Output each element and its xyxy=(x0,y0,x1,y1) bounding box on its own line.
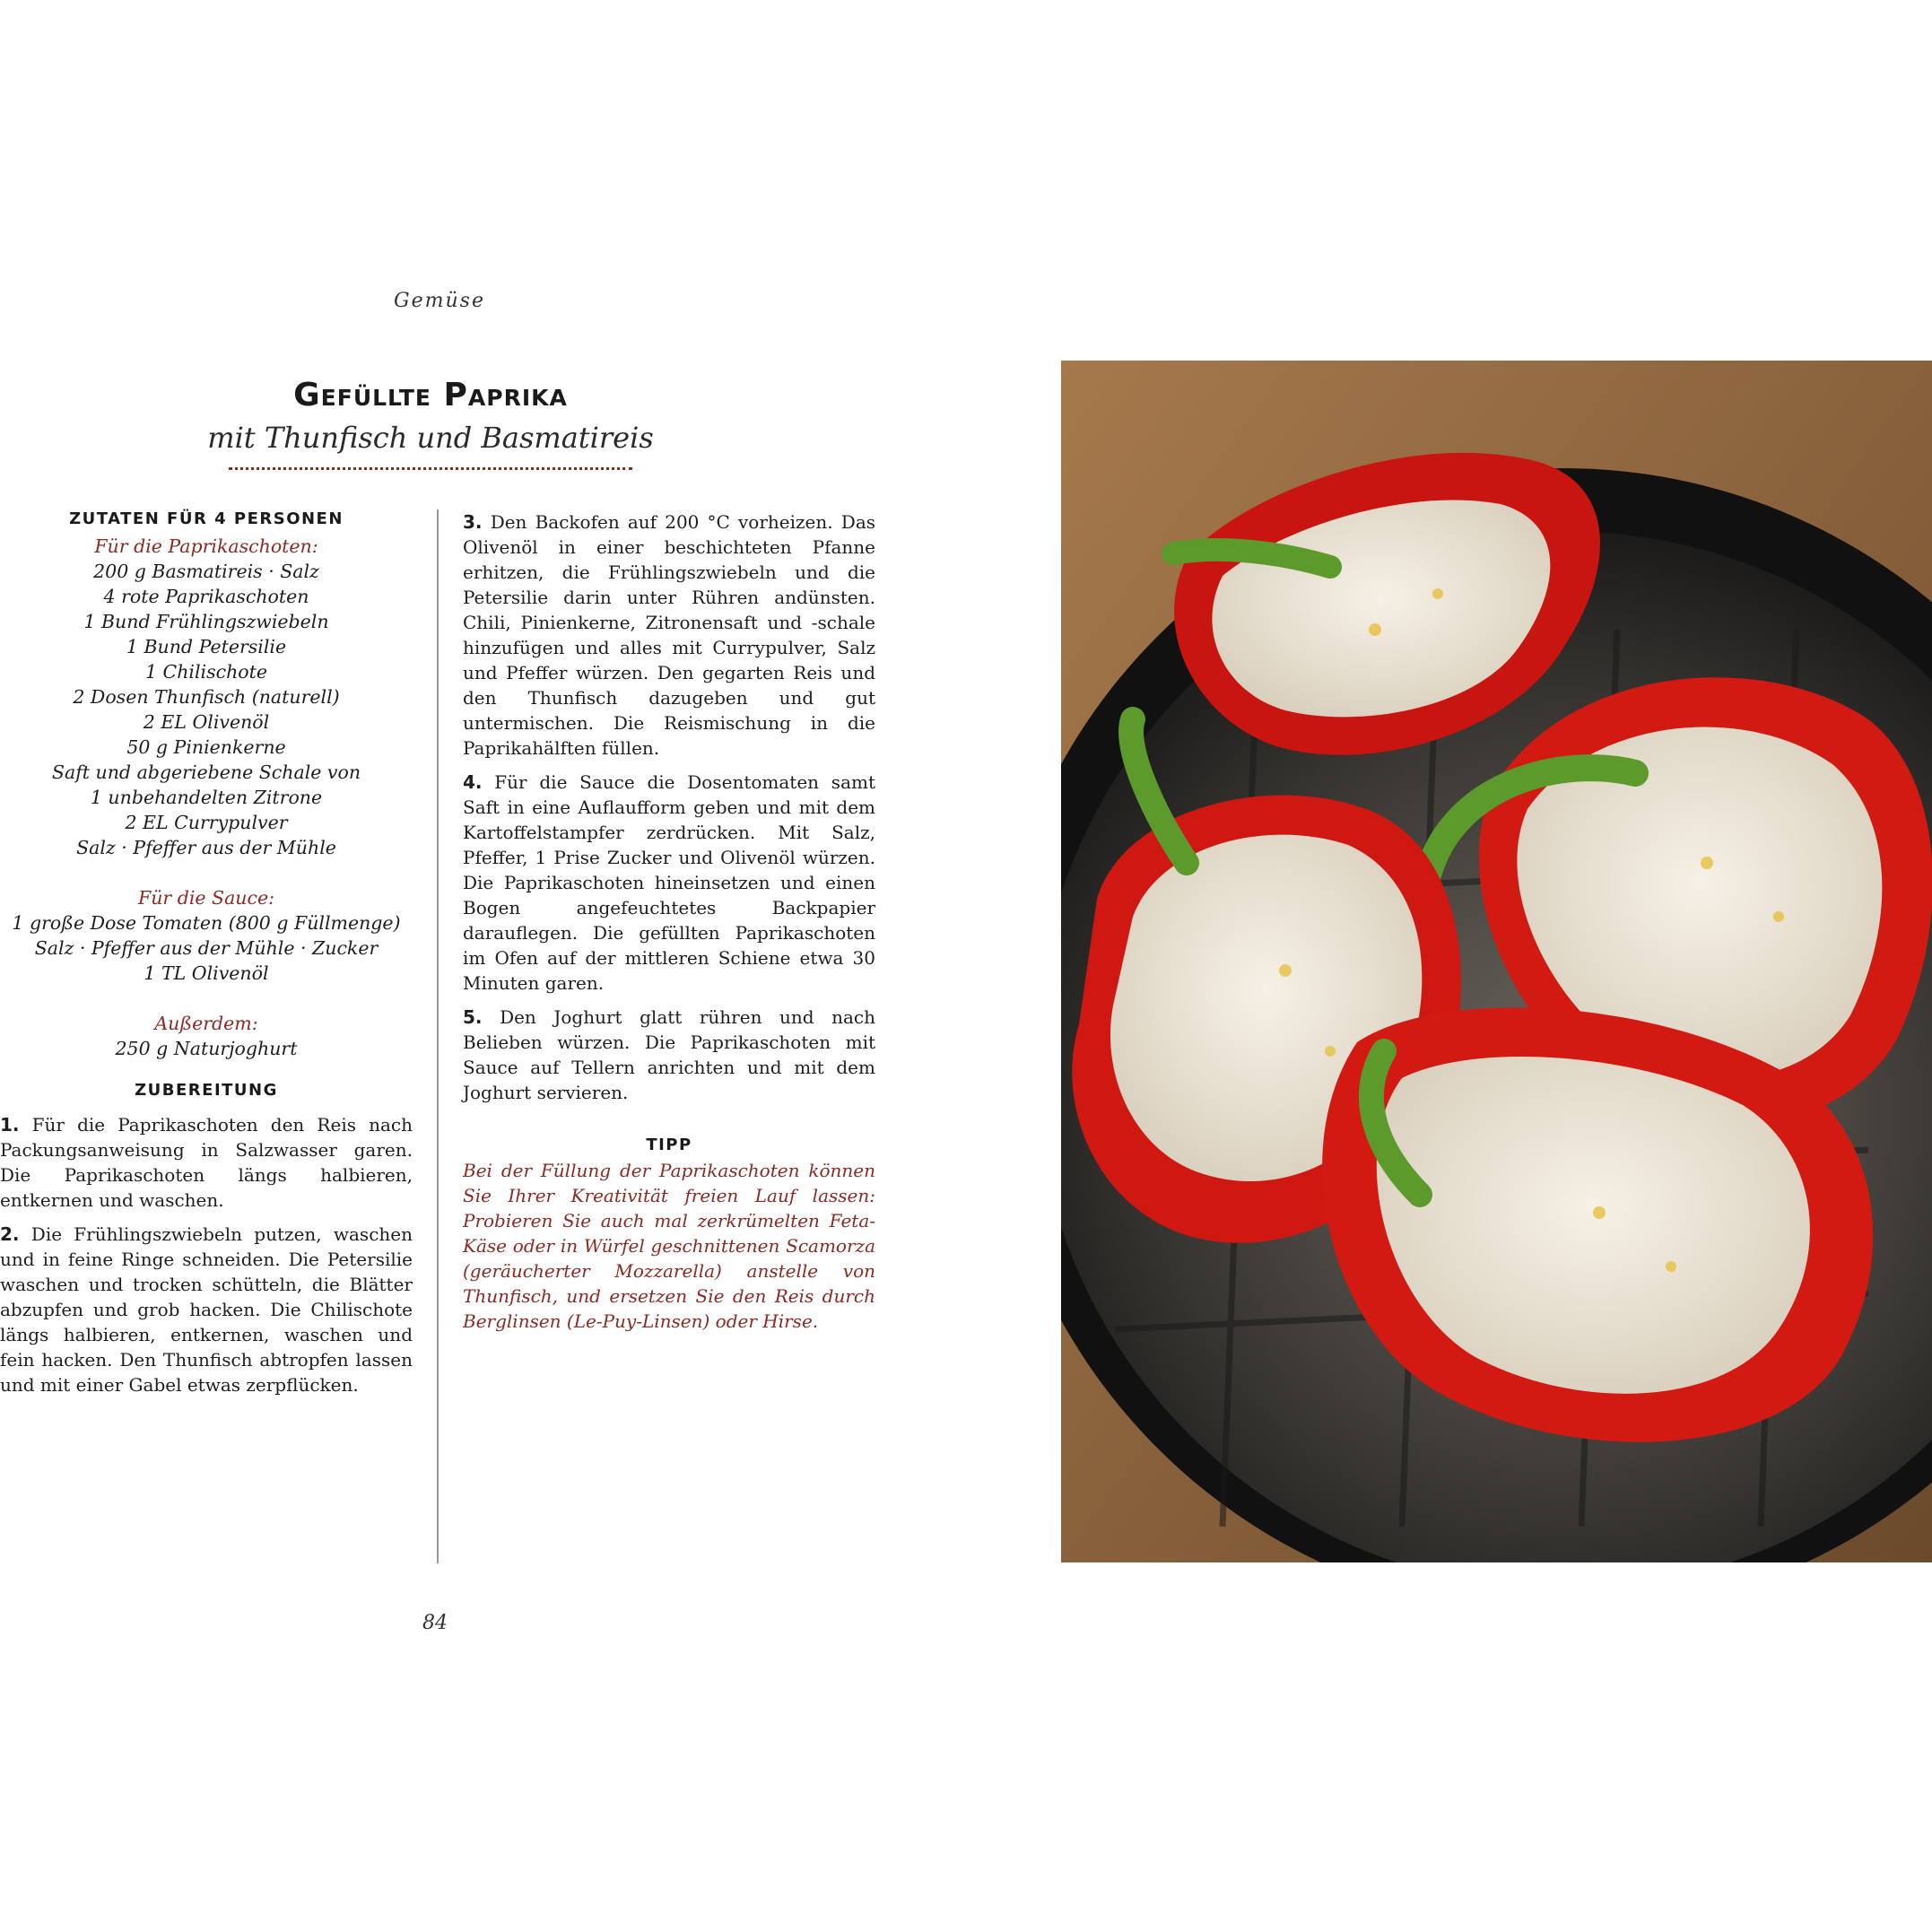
column-divider xyxy=(437,509,439,1563)
left-column xyxy=(0,509,413,1406)
ingredient-item: 1 unbehandelten Zitrone xyxy=(90,787,323,808)
recipe-title-block xyxy=(144,377,718,470)
ingredients-list xyxy=(0,534,413,1061)
method-heading: ZUBEREITUNG xyxy=(135,1081,278,1100)
step-number: 4. xyxy=(463,771,483,793)
ingredient-item: 1 Bund Petersilie xyxy=(126,636,287,657)
ingredient-item: Salz · Pfeffer aus der Mühle xyxy=(76,837,336,858)
ingredients-heading: ZUTATEN FÜR 4 PERSONEN xyxy=(69,509,344,528)
step-number: 1. xyxy=(0,1114,20,1136)
section-label: Gemüse xyxy=(394,290,485,312)
page-number: 84 xyxy=(422,1612,448,1634)
recipe-title: Gefüllte Paprika xyxy=(293,377,568,413)
ingredient-item: Saft und abgeriebene Schale von xyxy=(51,761,361,783)
step-number: 2. xyxy=(0,1223,20,1245)
ingredient-group-label: Für die Sauce: xyxy=(137,887,275,909)
step-text: Für die Sauce die Dosentomaten samt Saft in eine Auflaufform geben und mit dem Kartoffelstampfer zerdrücken. Mit Salz, Pfeffer, 1 Prise Zucker und Olivenöl würzen. Die Paprikaschoten hineinsetzen und einen Bogen angefeuchtetes Backpapier darauflegen. Die gefüllten Paprikaschoten im Ofen auf der mittleren Schiene etwa 30 Minuten garen. xyxy=(463,771,875,994)
method-step xyxy=(463,770,875,996)
photo-illustration xyxy=(1061,361,1932,1562)
ingredient-item: 2 EL Olivenöl xyxy=(143,711,270,733)
ingredient-item: 1 Bund Frühlingszwiebeln xyxy=(83,611,329,632)
ingredient-group-label: Außerdem: xyxy=(154,1013,258,1034)
right-column xyxy=(463,509,875,1334)
ingredient-item: 200 g Basmatireis · Salz xyxy=(93,561,319,582)
tip-text: Bei der Füllung der Paprikaschoten können Sie Ihrer Kreativität freien Lauf lassen: Probieren Sie auch mal zerkrümelten Feta-Käse oder in Würfel geschnittenen Scamorza (geräucherter Mozzarella) anstelle von Thunfisch, und ersetzen Sie den Reis durch Berglinsen (Le-Puy-Linsen) oder Hirse. xyxy=(463,1160,875,1332)
ingredient-item: 4 rote Paprikaschoten xyxy=(103,586,309,607)
method-steps-right xyxy=(463,509,875,1105)
ingredient-item: Salz · Pfeffer aus der Mühle · Zucker xyxy=(34,937,379,959)
ingredient-item: 1 TL Olivenöl xyxy=(144,962,269,984)
step-text: Für die Paprikaschoten den Reis nach Packungsanweisung in Salzwasser garen. Die Paprikaschoten längs halbieren, entkernen und waschen. xyxy=(0,1114,413,1211)
recipe-subtitle: mit Thunfisch und Basmatireis xyxy=(207,421,654,455)
step-number: 3. xyxy=(463,511,483,533)
method-steps-left xyxy=(0,1112,413,1397)
step-text: Den Joghurt glatt rühren und nach Belieben würzen. Die Paprikaschoten mit Sauce auf Tellern anrichten und mit dem Joghurt servieren. xyxy=(463,1006,875,1103)
stuffed-peppers-photo xyxy=(1061,361,1932,1562)
method-step xyxy=(0,1112,413,1213)
ingredient-group-label: Für die Paprikaschoten: xyxy=(94,535,318,557)
method-step xyxy=(463,509,875,761)
step-number: 5. xyxy=(463,1006,483,1028)
step-text: Den Backofen auf 200 °C vorheizen. Das Olivenöl in einer beschichteten Pfanne erhitzen, die Frühlingszwiebeln und die Petersilie darin unter Rühren andünsten. Chili, Pinienkerne, Zitronensaft und -schale hinzufügen und alles mit Currypulver, Salz und Pfeffer würzen. Den gegarten Reis und den Thunfisch dazugeben und gut untermischen. Die Reismischung in die Paprikahälften füllen. xyxy=(463,511,876,759)
method-step xyxy=(0,1222,413,1397)
ingredient-item: 1 große Dose Tomaten (800 g Füllmenge) xyxy=(12,912,401,934)
ingredient-item: 2 Dosen Thunfisch (naturell) xyxy=(73,686,340,708)
tip-heading: TIPP xyxy=(646,1136,692,1154)
ingredient-item: 250 g Naturjoghurt xyxy=(115,1038,298,1059)
ingredient-item: 2 EL Currypulver xyxy=(125,812,288,833)
dotted-divider xyxy=(229,467,632,470)
ingredient-item: 50 g Pinienkerne xyxy=(126,736,286,758)
ingredient-item: 1 Chilischote xyxy=(144,661,268,683)
method-step xyxy=(463,1005,875,1105)
step-text: Die Frühlingszwiebeln putzen, waschen und in feine Ringe schneiden. Die Petersilie waschen und trocken schütteln, die Blätter abzupfen und grob hacken. Die Chilischote längs halbieren, entkernen, waschen und fein hacken. Den Thunfisch abtropfen lassen und mit einer Gabel etwas zerpflücken. xyxy=(0,1223,413,1396)
